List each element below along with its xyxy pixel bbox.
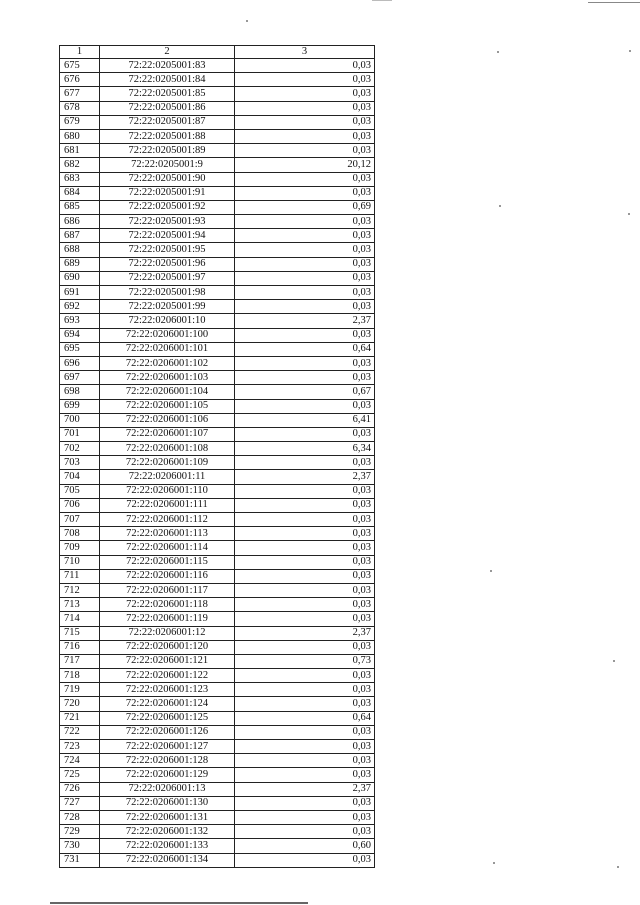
area-value-cell: 0,03	[235, 399, 375, 413]
row-number-cell: 684	[60, 186, 100, 200]
cadastral-number-cell: 72:22:0206001:107	[100, 427, 235, 441]
cadastral-number-cell: 72:22:0206001:105	[100, 399, 235, 413]
scan-speck	[628, 213, 630, 215]
cadastral-number-cell: 72:22:0206001:129	[100, 768, 235, 782]
scan-speck	[613, 660, 615, 662]
row-number-cell: 717	[60, 654, 100, 668]
area-value-cell: 0,60	[235, 839, 375, 853]
table-row	[60, 513, 375, 527]
cadastral-number-cell: 72:22:0206001:134	[100, 853, 235, 867]
cadastral-number-cell: 72:22:0206001:108	[100, 442, 235, 456]
table-row	[60, 73, 375, 87]
row-number-cell: 683	[60, 172, 100, 186]
table-row	[60, 158, 375, 172]
area-value-cell: 0,03	[235, 527, 375, 541]
area-value-cell: 0,64	[235, 342, 375, 356]
row-number-cell: 706	[60, 498, 100, 512]
area-value-cell: 0,03	[235, 215, 375, 229]
scan-artifact-line	[50, 902, 308, 904]
area-value-cell: 0,69	[235, 200, 375, 214]
area-value-cell: 6,34	[235, 442, 375, 456]
area-value-cell: 0,03	[235, 243, 375, 257]
cadastral-number-cell: 72:22:0205001:85	[100, 87, 235, 101]
area-value-cell: 0,03	[235, 286, 375, 300]
row-number-cell: 721	[60, 711, 100, 725]
row-number-cell: 701	[60, 427, 100, 441]
table-row	[60, 87, 375, 101]
table-row	[60, 782, 375, 796]
scan-speck	[246, 20, 248, 22]
row-number-cell: 680	[60, 129, 100, 143]
area-value-cell: 6,41	[235, 413, 375, 427]
row-number-cell: 675	[60, 59, 100, 73]
area-value-cell: 0,03	[235, 229, 375, 243]
row-number-cell: 705	[60, 484, 100, 498]
table-row	[60, 413, 375, 427]
cadastral-number-cell: 72:22:0206001:111	[100, 498, 235, 512]
cadastral-number-cell: 72:22:0206001:103	[100, 371, 235, 385]
header-col-1: 1	[60, 46, 100, 59]
table-row	[60, 740, 375, 754]
row-number-cell: 707	[60, 513, 100, 527]
table-row	[60, 59, 375, 73]
row-number-cell: 710	[60, 555, 100, 569]
cadastral-number-cell: 72:22:0205001:93	[100, 215, 235, 229]
cadastral-number-cell: 72:22:0205001:87	[100, 115, 235, 129]
table-row	[60, 356, 375, 370]
cadastral-number-cell: 72:22:0206001:117	[100, 583, 235, 597]
area-value-cell: 0,03	[235, 186, 375, 200]
scan-speck	[629, 50, 631, 52]
cadastral-number-cell: 72:22:0205001:92	[100, 200, 235, 214]
parcel-area-table	[59, 45, 375, 868]
area-value-cell: 0,03	[235, 796, 375, 810]
cadastral-number-cell: 72:22:0205001:94	[100, 229, 235, 243]
area-value-cell: 0,03	[235, 569, 375, 583]
row-number-cell: 688	[60, 243, 100, 257]
row-number-cell: 731	[60, 853, 100, 867]
table-row	[60, 342, 375, 356]
table-row	[60, 697, 375, 711]
table-body	[60, 46, 375, 868]
area-value-cell: 0,03	[235, 271, 375, 285]
cadastral-number-cell: 72:22:0206001:115	[100, 555, 235, 569]
area-value-cell: 2,37	[235, 782, 375, 796]
table-row	[60, 796, 375, 810]
cadastral-number-cell: 72:22:0206001:130	[100, 796, 235, 810]
area-value-cell: 0,03	[235, 115, 375, 129]
table-row	[60, 725, 375, 739]
table-row	[60, 669, 375, 683]
area-value-cell: 0,03	[235, 427, 375, 441]
cadastral-number-cell: 72:22:0206001:128	[100, 754, 235, 768]
cadastral-number-cell: 72:22:0205001:99	[100, 300, 235, 314]
row-number-cell: 714	[60, 612, 100, 626]
table-row	[60, 654, 375, 668]
row-number-cell: 681	[60, 144, 100, 158]
cadastral-number-cell: 72:22:0206001:104	[100, 385, 235, 399]
table-row	[60, 144, 375, 158]
table-row	[60, 286, 375, 300]
area-value-cell: 2,37	[235, 314, 375, 328]
area-value-cell: 0,03	[235, 371, 375, 385]
cadastral-number-cell: 72:22:0206001:114	[100, 541, 235, 555]
area-value-cell: 0,03	[235, 555, 375, 569]
scan-speck	[497, 51, 499, 53]
row-number-cell: 715	[60, 626, 100, 640]
cadastral-number-cell: 72:22:0206001:124	[100, 697, 235, 711]
table-row	[60, 768, 375, 782]
area-value-cell: 0,03	[235, 583, 375, 597]
row-number-cell: 691	[60, 286, 100, 300]
row-number-cell: 693	[60, 314, 100, 328]
cadastral-number-cell: 72:22:0205001:96	[100, 257, 235, 271]
row-number-cell: 708	[60, 527, 100, 541]
cadastral-number-cell: 72:22:0206001:101	[100, 342, 235, 356]
table-row	[60, 271, 375, 285]
row-number-cell: 709	[60, 541, 100, 555]
scan-speck	[617, 866, 619, 868]
row-number-cell: 712	[60, 583, 100, 597]
cadastral-number-cell: 72:22:0205001:95	[100, 243, 235, 257]
row-number-cell: 678	[60, 101, 100, 115]
cadastral-number-cell: 72:22:0205001:84	[100, 73, 235, 87]
cadastral-number-cell: 72:22:0206001:13	[100, 782, 235, 796]
row-number-cell: 729	[60, 825, 100, 839]
table-row	[60, 300, 375, 314]
row-number-cell: 686	[60, 215, 100, 229]
row-number-cell: 713	[60, 598, 100, 612]
row-number-cell: 704	[60, 470, 100, 484]
area-value-cell: 0,03	[235, 683, 375, 697]
table-row	[60, 754, 375, 768]
scan-speck	[493, 862, 495, 864]
area-value-cell: 0,03	[235, 59, 375, 73]
area-value-cell: 0,03	[235, 87, 375, 101]
area-value-cell: 0,03	[235, 172, 375, 186]
table-row	[60, 101, 375, 115]
area-value-cell: 0,03	[235, 612, 375, 626]
table-row	[60, 314, 375, 328]
table-row	[60, 470, 375, 484]
table-row	[60, 612, 375, 626]
table-row	[60, 385, 375, 399]
row-number-cell: 725	[60, 768, 100, 782]
row-number-cell: 689	[60, 257, 100, 271]
row-number-cell: 682	[60, 158, 100, 172]
table-row	[60, 583, 375, 597]
row-number-cell: 716	[60, 640, 100, 654]
cadastral-number-cell: 72:22:0205001:83	[100, 59, 235, 73]
area-value-cell: 0,03	[235, 669, 375, 683]
area-value-cell: 0,03	[235, 328, 375, 342]
row-number-cell: 696	[60, 356, 100, 370]
row-number-cell: 685	[60, 200, 100, 214]
row-number-cell: 690	[60, 271, 100, 285]
cadastral-number-cell: 72:22:0206001:110	[100, 484, 235, 498]
cadastral-number-cell: 72:22:0205001:90	[100, 172, 235, 186]
row-number-cell: 697	[60, 371, 100, 385]
row-number-cell: 720	[60, 697, 100, 711]
table-row	[60, 640, 375, 654]
cadastral-number-cell: 72:22:0205001:97	[100, 271, 235, 285]
row-number-cell: 726	[60, 782, 100, 796]
area-value-cell: 0,03	[235, 825, 375, 839]
cadastral-number-cell: 72:22:0206001:118	[100, 598, 235, 612]
table-header-row	[60, 46, 375, 59]
cadastral-number-cell: 72:22:0206001:116	[100, 569, 235, 583]
table-row	[60, 569, 375, 583]
row-number-cell: 679	[60, 115, 100, 129]
cadastral-number-cell: 72:22:0205001:98	[100, 286, 235, 300]
cadastral-number-cell: 72:22:0205001:86	[100, 101, 235, 115]
area-value-cell: 0,03	[235, 129, 375, 143]
row-number-cell: 695	[60, 342, 100, 356]
scan-artifact-line	[372, 0, 392, 1]
table-row	[60, 442, 375, 456]
table-row	[60, 541, 375, 555]
scan-artifact-line	[588, 2, 640, 3]
cadastral-number-cell: 72:22:0205001:89	[100, 144, 235, 158]
cadastral-number-cell: 72:22:0206001:113	[100, 527, 235, 541]
area-value-cell: 2,37	[235, 470, 375, 484]
cadastral-number-cell: 72:22:0206001:106	[100, 413, 235, 427]
cadastral-number-cell: 72:22:0206001:11	[100, 470, 235, 484]
cadastral-number-cell: 72:22:0206001:119	[100, 612, 235, 626]
table-row	[60, 257, 375, 271]
table-row	[60, 484, 375, 498]
area-value-cell: 0,03	[235, 697, 375, 711]
cadastral-number-cell: 72:22:0206001:132	[100, 825, 235, 839]
cadastral-number-cell: 72:22:0206001:121	[100, 654, 235, 668]
row-number-cell: 711	[60, 569, 100, 583]
area-value-cell: 0,03	[235, 498, 375, 512]
row-number-cell: 676	[60, 73, 100, 87]
area-value-cell: 0,03	[235, 725, 375, 739]
cadastral-number-cell: 72:22:0205001:88	[100, 129, 235, 143]
area-value-cell: 0,67	[235, 385, 375, 399]
area-value-cell: 0,03	[235, 300, 375, 314]
cadastral-number-cell: 72:22:0206001:127	[100, 740, 235, 754]
table-row	[60, 853, 375, 867]
row-number-cell: 692	[60, 300, 100, 314]
row-number-cell: 694	[60, 328, 100, 342]
cadastral-number-cell: 72:22:0206001:12	[100, 626, 235, 640]
scan-speck	[499, 205, 501, 207]
area-value-cell: 0,03	[235, 640, 375, 654]
header-col-3: 3	[235, 46, 375, 59]
table-row	[60, 810, 375, 824]
table-row	[60, 200, 375, 214]
row-number-cell: 730	[60, 839, 100, 853]
header-col-2: 2	[100, 46, 235, 59]
cadastral-number-cell: 72:22:0206001:125	[100, 711, 235, 725]
table-row	[60, 839, 375, 853]
table-row	[60, 825, 375, 839]
row-number-cell: 687	[60, 229, 100, 243]
row-number-cell: 699	[60, 399, 100, 413]
area-value-cell: 0,03	[235, 768, 375, 782]
row-number-cell: 698	[60, 385, 100, 399]
row-number-cell: 719	[60, 683, 100, 697]
table-row	[60, 683, 375, 697]
scan-speck	[490, 570, 492, 572]
table-row	[60, 129, 375, 143]
row-number-cell: 727	[60, 796, 100, 810]
cadastral-number-cell: 72:22:0205001:91	[100, 186, 235, 200]
area-value-cell: 0,64	[235, 711, 375, 725]
row-number-cell: 718	[60, 669, 100, 683]
cadastral-number-cell: 72:22:0206001:120	[100, 640, 235, 654]
row-number-cell: 703	[60, 456, 100, 470]
row-number-cell: 702	[60, 442, 100, 456]
table-row	[60, 229, 375, 243]
table-row	[60, 626, 375, 640]
area-value-cell: 0,03	[235, 810, 375, 824]
area-value-cell: 0,03	[235, 541, 375, 555]
area-value-cell: 0,03	[235, 754, 375, 768]
area-value-cell: 0,03	[235, 73, 375, 87]
table-row	[60, 427, 375, 441]
row-number-cell: 728	[60, 810, 100, 824]
area-value-cell: 0,03	[235, 484, 375, 498]
cadastral-number-cell: 72:22:0206001:133	[100, 839, 235, 853]
cadastral-number-cell: 72:22:0206001:126	[100, 725, 235, 739]
table-row	[60, 527, 375, 541]
area-value-cell: 0,73	[235, 654, 375, 668]
row-number-cell: 700	[60, 413, 100, 427]
cadastral-number-cell: 72:22:0206001:122	[100, 669, 235, 683]
table-row	[60, 115, 375, 129]
table-row	[60, 498, 375, 512]
table-row	[60, 243, 375, 257]
area-value-cell: 2,37	[235, 626, 375, 640]
table-row	[60, 598, 375, 612]
row-number-cell: 722	[60, 725, 100, 739]
area-value-cell: 0,03	[235, 144, 375, 158]
table-row	[60, 555, 375, 569]
table-row	[60, 215, 375, 229]
table-row	[60, 172, 375, 186]
cadastral-number-cell: 72:22:0206001:109	[100, 456, 235, 470]
area-value-cell: 0,03	[235, 101, 375, 115]
area-value-cell: 0,03	[235, 598, 375, 612]
area-value-cell: 0,03	[235, 456, 375, 470]
table-row	[60, 711, 375, 725]
area-value-cell: 0,03	[235, 356, 375, 370]
cadastral-number-cell: 72:22:0206001:100	[100, 328, 235, 342]
cadastral-number-cell: 72:22:0206001:102	[100, 356, 235, 370]
cadastral-number-cell: 72:22:0206001:131	[100, 810, 235, 824]
table-row	[60, 456, 375, 470]
table-row	[60, 371, 375, 385]
area-value-cell: 0,03	[235, 853, 375, 867]
cadastral-number-cell: 72:22:0206001:123	[100, 683, 235, 697]
area-value-cell: 0,03	[235, 257, 375, 271]
table-row	[60, 186, 375, 200]
area-value-cell: 20,12	[235, 158, 375, 172]
table-row	[60, 328, 375, 342]
area-value-cell: 0,03	[235, 513, 375, 527]
cadastral-number-cell: 72:22:0205001:9	[100, 158, 235, 172]
cadastral-number-cell: 72:22:0206001:112	[100, 513, 235, 527]
row-number-cell: 723	[60, 740, 100, 754]
area-value-cell: 0,03	[235, 740, 375, 754]
row-number-cell: 677	[60, 87, 100, 101]
cadastral-number-cell: 72:22:0206001:10	[100, 314, 235, 328]
table-row	[60, 399, 375, 413]
row-number-cell: 724	[60, 754, 100, 768]
